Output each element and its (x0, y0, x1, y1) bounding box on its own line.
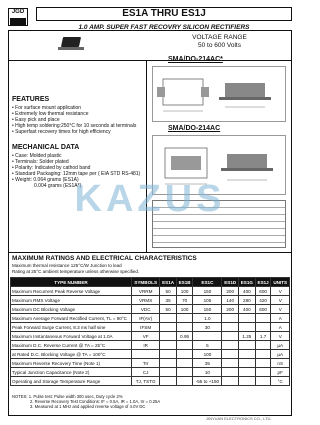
notes (12, 394, 232, 409)
divider (153, 242, 285, 243)
column-header: ES1B (176, 278, 193, 287)
table-cell (132, 350, 160, 359)
table-cell (176, 341, 193, 350)
list-item: • Standard Packaging: 12mm tape per ( EIA STD RS-481) (12, 171, 141, 177)
table-cell: 150 (193, 287, 222, 296)
note-line: 3. Measured at 1 MHz and applied reverse voltage of 4.0V DC (30, 404, 146, 409)
table-cell: VDC (132, 305, 160, 314)
table-row (11, 341, 290, 350)
table-cell: Peak Forward Surge Current, 8.3 ms half sine (11, 323, 132, 332)
table-cell (255, 323, 271, 332)
table-cell (222, 314, 239, 323)
ratings-table-body (11, 287, 290, 386)
part-title: ES1A THRU ES1J (122, 8, 206, 19)
table-cell (160, 314, 177, 323)
table-cell: V (271, 296, 290, 305)
table-cell: 420 (255, 296, 271, 305)
table-cell: Typical Junction Capacitance (Note 2) (11, 368, 132, 377)
table-cell: A (271, 323, 290, 332)
table-cell (193, 332, 222, 341)
package-label: SMA/DO-214AC (168, 125, 221, 132)
list-item: • Extremely low thermal resistance (12, 111, 89, 117)
table-cell (160, 368, 177, 377)
table-cell: at Rated D.C. Blocking Voltage @ TA = 100°C (11, 350, 132, 359)
table-cell: 280 (238, 296, 255, 305)
part-subtitle: 1.0 AMP. SUPER FAST RECOVRY SILICON RECTIFIERS (78, 24, 250, 31)
divider (153, 228, 285, 229)
list-item: • Weight: 0.064 grams (ES1A) (12, 177, 79, 183)
table-cell: 140 (222, 296, 239, 305)
column-header: ES1D (222, 278, 239, 287)
note-line: Rating at 25°C ambient temperature unless otherwise specified. (12, 268, 140, 274)
table-cell: Trr (132, 359, 160, 368)
table-row (11, 305, 290, 314)
ratings-title: MAXIMUM RATINGS AND ELECTRICAL CHARACTERISTICS (12, 255, 197, 262)
table-row (11, 377, 290, 386)
table-cell (238, 314, 255, 323)
note-line: Maximum thermal resistance 125°C/W Junction to lead (12, 263, 122, 268)
table-cell: pF (271, 368, 290, 377)
table-cell (238, 377, 255, 386)
table-cell (255, 350, 271, 359)
table-cell: Maximum DC Blocking Voltage (11, 305, 132, 314)
table-cell (160, 332, 177, 341)
table-cell: Maximum Average Forward Rectified Current, TL = 90°C (11, 314, 132, 323)
list-item: • Superfast recovery times for high efficiency (12, 129, 111, 135)
list-item: 0.004 grams (ES1A*) (34, 183, 82, 189)
table-cell: 1.25 (238, 332, 255, 341)
list-item: • Case: Molded plastic (12, 153, 62, 159)
table-cell (238, 350, 255, 359)
table-cell: 150 (193, 305, 222, 314)
table-cell: 1.7 (255, 332, 271, 341)
table-cell: 200 (222, 305, 239, 314)
table-cell: nS (271, 359, 290, 368)
diode-package-icon (61, 37, 81, 47)
table-cell: 50 (160, 305, 177, 314)
table-cell: Maximum Reverse Recovery Time (Note 1) (11, 359, 132, 368)
table-cell: 30 (193, 323, 222, 332)
table-cell (176, 350, 193, 359)
table-cell (176, 314, 193, 323)
table-cell (176, 377, 193, 386)
table-cell: 35 (160, 296, 177, 305)
ratings-table (10, 277, 290, 386)
column-header: SYMBOLS (132, 278, 160, 287)
table-cell (238, 323, 255, 332)
table-cell (160, 350, 177, 359)
mechanical-heading: MECHANICAL DATA (12, 144, 80, 151)
table-cell: IFSM (132, 323, 160, 332)
features-heading: FEATURES (12, 96, 50, 103)
table-row (11, 314, 290, 323)
table-cell (160, 323, 177, 332)
table-cell: -55 to +150 (193, 377, 222, 386)
table-row (11, 368, 290, 377)
table-cell: Maximum Recurrent Peak Reverse Voltage (11, 287, 132, 296)
table-cell: 0.95 (176, 332, 193, 341)
footer-text: JINYUAN ELECTRONICS CO., LTD. (206, 416, 272, 421)
table-cell (222, 377, 239, 386)
table-cell: VRRM (132, 287, 160, 296)
table-cell: 100 (176, 287, 193, 296)
logo-mark-icon (10, 18, 26, 25)
table-cell (238, 368, 255, 377)
table-cell (255, 368, 271, 377)
table-cell: 600 (255, 287, 271, 296)
table-cell (222, 332, 239, 341)
features-list (12, 105, 144, 135)
note-line: 2. Reverse Recovery Test Conditions: IF = 0.5A, IR = 1.0A, Irr = 0.25A (30, 399, 161, 404)
divider (8, 252, 292, 253)
column-header: ES1G (238, 278, 255, 287)
table-cell: 105 (193, 296, 222, 305)
list-item: • Easy pick and place (12, 117, 60, 123)
table-cell (238, 359, 255, 368)
table-cell: Maximum D.C. Reverse Current @ TA = 25°C (11, 341, 132, 350)
column-header: TYPE NUMBER (11, 278, 132, 287)
column-header: ES1A (160, 278, 177, 287)
divider (153, 221, 285, 222)
list-item: • Terminals: Solder plated (12, 159, 69, 165)
diode-lead-icon (58, 47, 84, 50)
table-cell (255, 314, 271, 323)
table-cell (222, 350, 239, 359)
table-cell: VRMS (132, 296, 160, 305)
table-cell (255, 341, 271, 350)
table-cell: 70 (176, 296, 193, 305)
table-cell: 600 (255, 305, 271, 314)
table-cell (255, 377, 271, 386)
table-cell: 400 (238, 305, 255, 314)
table-cell: CJ (132, 368, 160, 377)
table-cell: Maximum Instantaneous Forward Voltage at 1.0A (11, 332, 132, 341)
ratings-note (12, 263, 282, 274)
column-divider (146, 60, 147, 252)
table-cell: V (271, 332, 290, 341)
voltage-range (147, 34, 292, 50)
table-cell: µA (271, 350, 290, 359)
table-cell (176, 368, 193, 377)
table-cell: 5 (193, 341, 222, 350)
table-cell: IF(AV) (132, 314, 160, 323)
table-cell: °C (271, 377, 290, 386)
table-row (11, 323, 290, 332)
table-cell (238, 341, 255, 350)
table-cell (222, 341, 239, 350)
voltage-range-value: 50 to 600 Volts (197, 42, 241, 49)
list-item: • High temp soldering:250°C for 10 seconds at terminals (12, 123, 137, 129)
column-header: ES1J (255, 278, 271, 287)
table-header-row (11, 278, 290, 287)
list-item: • Polarity: Indicated by cathod band (12, 165, 91, 171)
logo-text: JGD (11, 9, 25, 15)
table-cell (160, 377, 177, 386)
table-row (11, 350, 290, 359)
table-cell: TJ, TSTG (132, 377, 160, 386)
table-cell (160, 341, 177, 350)
table-cell: IR (132, 341, 160, 350)
package-label: SMA/DO-214AC* (168, 56, 223, 63)
watermark-text: KAZUS (74, 178, 226, 218)
table-cell: V (271, 305, 290, 314)
table-row (11, 332, 290, 341)
table-cell: 400 (238, 287, 255, 296)
table-cell: Maximum RMS Voltage (11, 296, 132, 305)
table-cell (222, 359, 239, 368)
table-cell: 100 (193, 350, 222, 359)
table-cell: 100 (176, 305, 193, 314)
table-cell (222, 323, 239, 332)
outline-drawing-icon (153, 67, 285, 121)
table-cell (222, 368, 239, 377)
table-row (11, 287, 290, 296)
table-cell: 35 (193, 359, 222, 368)
table-cell: 1.0 (193, 314, 222, 323)
table-cell: Operating and Storage Temperature Range (11, 377, 132, 386)
table-cell: 10 (193, 368, 222, 377)
table-cell: 50 (160, 287, 177, 296)
table-cell (160, 359, 177, 368)
table-cell (176, 323, 193, 332)
package-drawing (152, 66, 286, 122)
table-cell (176, 359, 193, 368)
table-row (11, 296, 290, 305)
watermark-logo (20, 178, 280, 218)
column-header: ES1C (193, 278, 222, 287)
note-line: NOTES: 1. Pulse test: Pulse width 300 usec, Duty cycle 2% (12, 394, 123, 399)
table-cell (255, 359, 271, 368)
table-cell: V (271, 287, 290, 296)
table-cell: A (271, 314, 290, 323)
divider (153, 235, 285, 236)
table-cell: 200 (222, 287, 239, 296)
divider (8, 60, 292, 61)
list-item: • For surface mount application (12, 105, 82, 111)
table-cell: µA (271, 341, 290, 350)
table-cell: VF (132, 332, 160, 341)
voltage-range-label: VOLTAGE RANGE (192, 34, 247, 41)
column-header: UNITS (271, 278, 290, 287)
table-row (11, 359, 290, 368)
